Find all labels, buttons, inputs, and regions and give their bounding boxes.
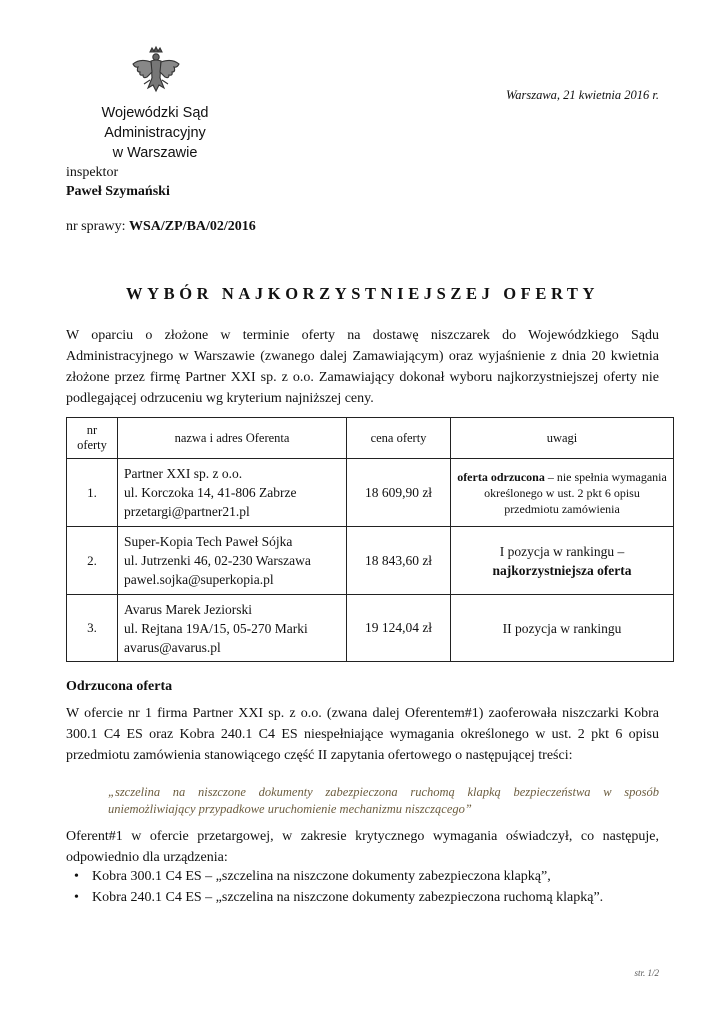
requirement-quote: „szczelina na niszczone dokumenty zabezpieczona ruchomą klapką bezpieczeństwa w sposób uniemożliwiający przypadkowe uruchomienie mechanizmu niszczącego” xyxy=(108,785,659,816)
table-row xyxy=(67,459,674,527)
header-nr xyxy=(67,418,118,459)
table-header-row xyxy=(67,418,674,459)
notes-status: oferta odrzucona xyxy=(457,469,545,484)
rejected-offer-paragraph: W ofercie nr 1 firma Partner XXI sp. z o.o. (zwana dalej Oferentem#1) zaoferowała niszczarki Kobra 300.1 C4 ES oraz Kobra 240.1 C4 ES niespełniające wymagania określonego w ust. 2 pkt 6 opisu przedmiotu zamówienia stanowiącego część II zapytania ofertowego o następującej treści: xyxy=(66,706,659,763)
header-nr-line2: oferty xyxy=(77,438,107,452)
bidder-email: pawel.sojka@superkopia.pl xyxy=(124,572,274,587)
notes-detail: – nie spełnia wymagania określonego w ust. 2 pkt 6 opisu przedmiotu zamówienia xyxy=(484,469,667,516)
header-notes: uwagi xyxy=(451,418,674,459)
offer-price: 18 609,90 zł xyxy=(347,459,451,527)
offer-bidder xyxy=(118,527,347,595)
rejected-offer-heading: Odrzucona oferta xyxy=(66,679,173,694)
list-item: • Kobra 240.1 C4 ES – „szczelina na niszczone dokumenty zabezpieczona ruchomą klapką”. xyxy=(74,887,603,908)
offers-table xyxy=(66,417,674,662)
header-nr-line1: nr xyxy=(86,423,98,437)
notes-ranking: II pozycja w rankingu xyxy=(502,620,622,636)
case-number-line xyxy=(66,219,256,235)
offer-nr: 2. xyxy=(67,527,118,595)
offer-nr: 3. xyxy=(67,595,118,662)
document-title: WYBÓR NAJKORZYSTNIEJSZEJ OFERTY xyxy=(126,284,599,303)
bidder-email: avarus@avarus.pl xyxy=(124,639,221,655)
list-item: • Kobra 300.1 C4 ES – „szczelina na niszczone dokumenty zabezpieczona klapką”, xyxy=(74,866,603,887)
case-number: WSA/ZP/BA/02/2016 xyxy=(129,219,256,234)
bidder-address: ul. Rejtana 19A/15, 05-270 Marki xyxy=(124,620,308,636)
addressee-name: Paweł Szymański xyxy=(66,184,170,199)
notes-ranking: I pozycja w rankingu – xyxy=(499,543,625,559)
offer-bidder xyxy=(118,595,347,662)
offer-price: 18 843,60 zł xyxy=(347,527,451,595)
court-name xyxy=(60,103,250,163)
bidder-name: Super-Kopia Tech Paweł Sójka xyxy=(124,534,293,549)
offer-notes xyxy=(451,459,674,527)
table-row xyxy=(67,527,674,595)
bidder-address: ul. Korczoka 14, 41-806 Zabrze xyxy=(124,485,297,500)
court-name-line1: Wojewódzki Sąd Administracyjny xyxy=(101,105,209,141)
case-number-label: nr sprawy: xyxy=(66,219,126,234)
declaration-list xyxy=(74,866,603,908)
intro-paragraph: W oparciu o złożone w terminie oferty na dostawę niszczarek do Wojewódzkiego Sądu Administracyjnego w Warszawie (zwanego dalej Zamawiającym) oraz wyjaśnienie z dnia 20 kwietnia złożone przez firmę Partner XXI sp. z o.o. Zamawiający dokonał wyboru najkorzystniejszej oferty nie podlegającej odrzuceniu wg kryterium najniższej ceny. xyxy=(66,328,659,406)
offer-bidder xyxy=(118,459,347,527)
bidder-declaration-paragraph: Oferent#1 w ofercie przetargowej, w zakresie krytycznego wymagania oświadczył, co następuje, odpowiednio dla urządzenia: xyxy=(66,829,659,865)
page-number: str. 1/2 xyxy=(634,968,659,978)
addressee-role: inspektor xyxy=(66,165,119,180)
court-name-line2: w Warszawie xyxy=(112,145,198,161)
bidder-name: Partner XXI sp. z o.o. xyxy=(124,466,243,481)
header-price: cena oferty xyxy=(347,418,451,459)
offer-notes xyxy=(451,527,674,595)
offer-notes xyxy=(451,595,674,662)
bidder-email: przetargi@partner21.pl xyxy=(124,504,250,519)
notes-status: najkorzystniejsza oferta xyxy=(492,562,632,578)
bidder-name: Avarus Marek Jeziorski xyxy=(124,601,252,617)
offer-nr: 1. xyxy=(67,459,118,527)
header-name: nazwa i adres Oferenta xyxy=(118,418,347,459)
offer-price: 19 124,04 zł xyxy=(347,595,451,662)
document-date: Warszawa, 21 kwietnia 2016 r. xyxy=(505,88,659,102)
bidder-address: ul. Jutrzenki 46, 02-230 Warszawa xyxy=(124,553,311,568)
polish-eagle-emblem-icon xyxy=(128,44,184,100)
table-row xyxy=(67,595,674,662)
